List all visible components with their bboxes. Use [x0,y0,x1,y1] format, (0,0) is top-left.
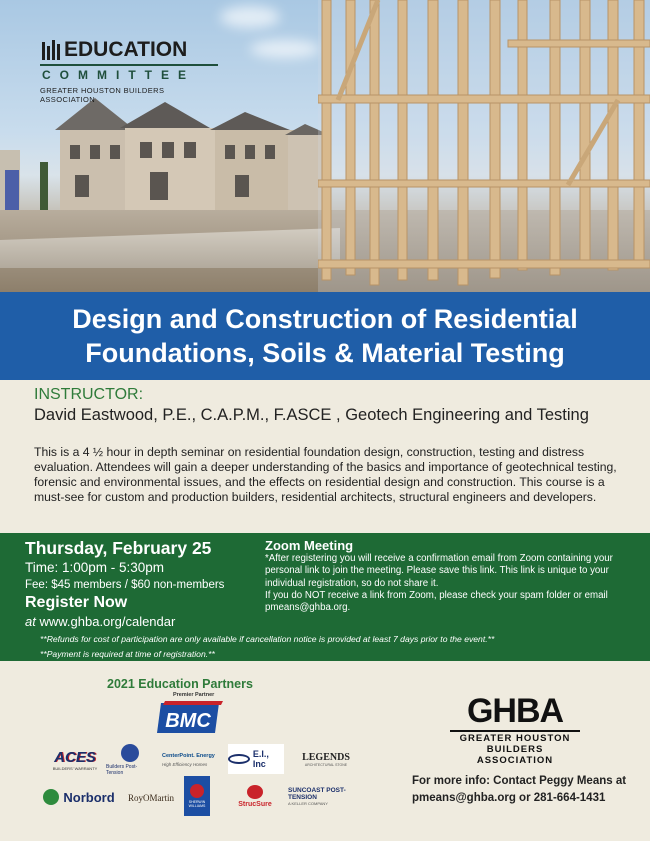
paint-drop-icon [190,784,204,798]
centerpoint-text: CenterPoint. Energy [162,753,215,759]
ghba-logo [450,694,580,766]
zoom-line-2: personal link to join the meeting. Please save this link. This link is unique to your [265,565,609,577]
bmc-text: BMC [165,710,211,732]
title-line-2: Foundations, Soils & Material Testing [85,338,565,368]
logo-org: GREATER HOUSTON BUILDERS ASSOCIATION [40,86,165,104]
premier-partner-label: Premier Partner [173,692,215,698]
legends-logo [296,748,356,770]
event-details-band [0,533,650,661]
builders-pt-icon [121,744,139,762]
roymartin-logo [126,788,176,808]
zoom-line-1: *After registering you will receive a confirmation email from Zoom containing your [265,553,613,564]
instructor-name: David Eastwood, P.E., C.A.P.M., F.ASCE , Geotech Engineering and Testing [34,406,589,424]
register-now[interactable]: Register Now [25,594,128,611]
wood-framing-illustration [318,0,650,292]
aces-sub: BUILDERS' WARRANTY [52,766,98,771]
builders-post-tension-logo [106,743,154,777]
title-line-1: Design and Construction of Residential [72,304,578,334]
aces-text: ACES [54,749,96,766]
norbord-icon [43,789,59,805]
house-illustration [0,90,330,230]
zoom-title: Zoom Meeting [265,538,354,553]
builders-pt-text: Builders Post-Tension [106,764,138,776]
payment-note: **Payment is required at time of registration.** [40,649,215,659]
logo-title: EDUCATION [64,38,188,61]
sherwin-williams-logo [184,776,210,816]
ghba-line-2: BUILDERS ASSOCIATION [476,744,554,766]
suncoast-logo [288,784,356,808]
legends-sub: ARCHITECTURAL STONE [304,762,348,767]
centerpoint-logo [162,746,218,774]
norbord-logo [38,786,120,808]
bmc-logo [157,699,223,737]
logo-subtitle: COMMITTEE [40,64,218,82]
suncoast-sub: A KELLER COMPANY [288,800,328,806]
zoom-line-3: individual registration, so do not share it. [265,577,439,589]
url-prefix: at [25,614,36,629]
url-text[interactable]: www.ghba.org/calendar [39,614,176,629]
norbord-text: Norbord [63,789,115,805]
contact-line-2[interactable]: pmeans@ghba.org or 281-664-1431 [412,792,606,804]
hero-photo [0,0,650,292]
suncoast-text: SUNCOAST POST-TENSION [288,786,346,801]
legends-text: LEGENDS [302,751,350,763]
ei-text: E.I., Inc [252,749,269,769]
event-fee: Fee: $45 members / $60 non-members [25,579,225,591]
instructor-label: INSTRUCTOR: [34,386,144,403]
eye-icon [228,754,250,764]
zoom-instructions [265,553,640,614]
title-band [0,292,650,380]
ghba-logo-text: GHBA [466,692,564,730]
strucsure-logo [230,780,280,812]
education-committee-logo [40,40,220,104]
zoom-line-4: If you do NOT receive a link from Zoom, please check your spam folder or email [265,589,608,601]
roymartin-text: RoyOMartin [128,793,174,803]
event-time: Time: 1:00pm - 5:30pm [25,560,165,575]
centerpoint-sub: High Efficiency Homes [162,762,208,767]
course-description: This is a 4 ½ hour in depth seminar on residential foundation design, construction, testing and distress evaluation. Attendees will gain a deeper understanding of the basics and importance of geotechnical testing, forensic and environmental issues, and the effects on residential design and construction. This course is a must-see for custom and production builders, residential architects, structural engineers and developers. [34,445,617,504]
contact-line-1: For more info: Contact Peggy Means at [412,775,627,787]
zoom-email[interactable]: pmeans@ghba.org. [265,602,351,614]
event-date: Thursday, February 25 [25,538,212,558]
ei-logo [228,744,284,774]
ghba-line-1: GREATER HOUSTON [450,730,580,744]
aces-logo [52,746,98,774]
strucsure-icon [247,785,263,799]
building-bars-icon [40,40,62,60]
strucsure-text: StrucSure [238,800,272,808]
sherwin-text: SHERWIN WILLIAMS [188,800,206,808]
partners-title: 2021 Education Partners [107,677,253,691]
refund-note: **Refunds for cost of participation are only available if cancellation notice is provided at least 7 days prior to the event.** [40,634,495,644]
register-url[interactable] [25,614,175,629]
